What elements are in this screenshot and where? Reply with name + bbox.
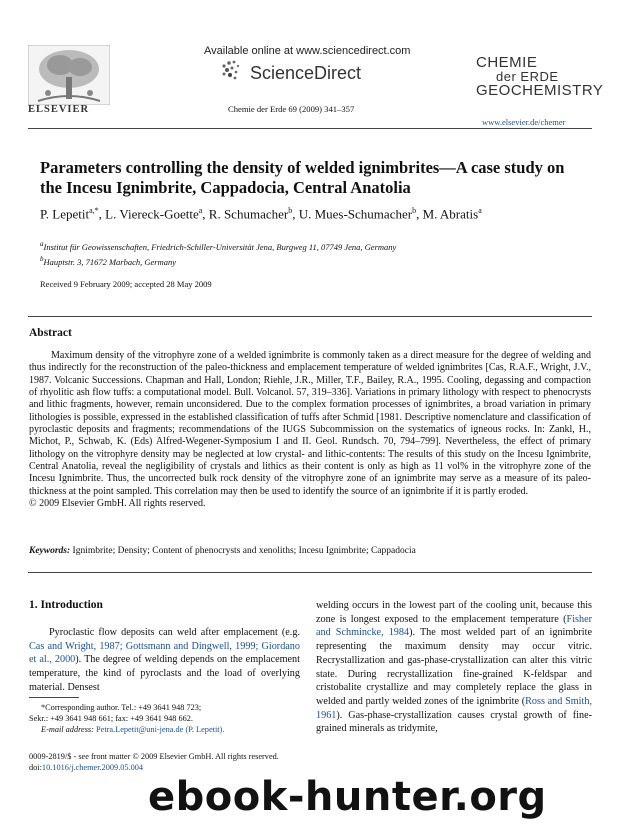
issn-line: 0009-2819/$ - see front matter © 2009 Elsevier GmbH. All rights reserved. bbox=[29, 752, 279, 761]
affiliation-mark: a bbox=[40, 240, 44, 248]
author-name: L. Viereck-Goette bbox=[105, 206, 199, 222]
keywords-line bbox=[29, 546, 591, 556]
affiliation-mark: b bbox=[40, 254, 44, 263]
affiliation-b bbox=[40, 253, 600, 268]
email-label: E-mail address: bbox=[41, 725, 94, 734]
available-online-text[interactable]: Available online at www.sciencedirect.com bbox=[204, 45, 411, 57]
abstract-heading: Abstract bbox=[29, 327, 72, 339]
journal-logo-line-2: der ERDE bbox=[496, 69, 559, 84]
author-sup: a,* bbox=[89, 206, 99, 215]
header-divider bbox=[28, 128, 592, 129]
affiliations bbox=[40, 238, 600, 268]
intro-text: ). Gas-phase-crystallization causes crystal growth of fine-grained minerals as tridymite, bbox=[316, 709, 592, 735]
journal-reference: Chemie der Erde 69 (2009) 341–357 bbox=[228, 104, 355, 114]
author-name: U. Mues-Schumacher bbox=[298, 206, 413, 222]
sciencedirect-brand: ScienceDirect bbox=[250, 63, 362, 83]
email-owner: (P. Lepetit). bbox=[185, 725, 225, 734]
author-name: P. Lepetit bbox=[40, 206, 90, 222]
abstract-body bbox=[29, 350, 591, 510]
author-list: P. Lepetit$^{a,*}$, L. Viereck-Goette$^a$, R. Schumacher$^b$, U. Mues-Schumacher$^b$, M. Abratis$^a$ bbox=[40, 206, 482, 222]
abstract-text: Maximum density of the vitrophyre zone of a welded ignimbrite is commonly taken as a direct measure for the degree of welding and thus indirectly for the reconstruction of the paleo-thickness and emplacement temperature of welded ignimbrites [Cas, R.A.F., Wright, J.V., 1987. Volcanic Successions. Chapman and Hall, London; Riehle, J.R., Miller, T.F., Bailey, R.A., 1995. Cooling, degassing and compaction of rhyolitic ash flow tuffs: a computational model. Bull. Volcanol. 57, 319–336]. Variations in primary lithology with respect to phenocrysts and lithic fragments, however, remain unconsidered. Due to the complex formation processes of ignimbrites, a broad variation in primary lithologies is possible, expressed in the established classification of tuffs after Schmid [1981. Descriptive nomenclature and classification of pyroclastic deposits and fragments; recommendations of the IUGS Subcommission on the systematics of igneous rocks. In: Zankl, H., Michot, P., Schwab, K. (Eds) Alfred-Wegener-Symposium I and II. Geol. Rundsch. 70, 794–799]. Nevertheless, the effect of primary lithology on the vitrophyre density may be neglected at low crystal- and lithic-contents: The results of this study on the Incesu Ignimbrite, Central Anatolia, reveal the negligibility of crystals and lithics as their content is only as high as 11 vol% in the vitrophyre zone of the Incesu Ignimbrite. Thus, the uncorrected bulk rock density of the vitrophyre zone of an ignimbrite may serve as a measure of its paleo-thickness at the point sampled. This correlation may then be used to identify the source of an ignimbrite if it is partly eroded. bbox=[29, 350, 591, 497]
intro-column-right bbox=[316, 599, 592, 736]
intro-text: Pyroclastic flow deposits can weld after emplacement (e.g. bbox=[49, 627, 300, 638]
doi-link[interactable]: 10.1016/j.chemer.2009.05.004 bbox=[41, 763, 144, 772]
affiliation-text: Institut für Geowissenschaften, Friedrich-Schiller-Universität Jena, Burgweg 11, 07749 Jena, Germany bbox=[43, 241, 397, 252]
author-sup: b bbox=[288, 206, 293, 215]
footnote-line-2: Sekr.: +49 3641 948 661; fax: +49 3641 948 662. bbox=[29, 714, 193, 723]
intro-column-left bbox=[29, 626, 300, 695]
author-sup: b bbox=[412, 206, 417, 215]
intro-text: welding occurs in the lowest part of the cooling unit, because this zone is longest exposed to the emplacement temperature ( bbox=[316, 600, 592, 625]
journal-logo-line-3: GEOCHEMISTRY bbox=[476, 82, 604, 99]
publisher-name: ELSEVIER bbox=[28, 104, 90, 115]
section-heading-introduction: 1. Introduction bbox=[29, 599, 103, 611]
author-sup: a bbox=[478, 206, 482, 215]
abstract-bottom-divider bbox=[28, 572, 592, 573]
journal-logo-line-1: CHEMIE bbox=[476, 54, 538, 71]
sciencedirect-dots-icon bbox=[220, 58, 244, 82]
doi-prefix: doi: bbox=[29, 763, 42, 772]
email-link[interactable]: Petra.Lepetit@uni-jena.de bbox=[96, 725, 184, 734]
watermark-text: ebook-hunter.org bbox=[148, 774, 547, 820]
keywords-text: Ignimbrite; Density; Content of phenocrysts and xenoliths; Incesu Ignimbrite; Cappadocia bbox=[72, 546, 416, 556]
keywords-label: Keywords: bbox=[29, 546, 71, 556]
abstract-top-divider bbox=[28, 316, 592, 317]
article-title: Parameters controlling the density of welded ignimbrites—A case study on the Incesu Ignimbrite, Cappadocia, Central Anatolia bbox=[40, 158, 565, 197]
affiliation-a bbox=[40, 238, 600, 253]
author-name: M. Abratis bbox=[422, 206, 479, 222]
received-dates: Received 9 February 2009; accepted 28 May 2009 bbox=[40, 279, 212, 289]
author-sup: a bbox=[198, 206, 203, 215]
footnote-rule bbox=[29, 697, 79, 698]
front-matter-info bbox=[29, 751, 329, 773]
footnote-line-1: *Corresponding author. Tel.: +49 3641 948 723; bbox=[41, 703, 202, 712]
citation-link[interactable]: Ross and Smith, 1961 bbox=[316, 695, 592, 721]
citation-link[interactable]: Fisher and Schmincke, 1984 bbox=[316, 613, 592, 639]
intro-text: ). The degree of welding depends on the emplacement temperature, the kind of pyroclasts and the load of overlying material. Densest bbox=[29, 654, 300, 693]
citation-link[interactable]: Cas and Wright, 1987; Gottsmann and Dingwell, 1999; Giordano et al., 2000 bbox=[29, 640, 300, 666]
corresponding-author-footnote bbox=[29, 702, 300, 735]
intro-text: ). The most welded part of an ignimbrite representing the maximum density may occur vitric. Recrystallization and gas-phase-crystallization can alter this vitric state. During recrystallization fine-grained K-feldspar and cristobalite crystallize and may completely replace the glass in welded and partly welded zones of the ignimbrite ( bbox=[316, 627, 592, 707]
affiliation-text: Hauptstr. 3, 71672 Marbach, Germany bbox=[43, 256, 176, 267]
abstract-copyright: © 2009 Elsevier GmbH. All rights reserved. bbox=[29, 498, 206, 510]
journal-logo bbox=[476, 54, 604, 99]
journal-url-link[interactable]: www.elsevier.de/chemer bbox=[482, 117, 566, 127]
elsevier-tree-logo bbox=[28, 45, 110, 105]
author-name: R. Schumacher bbox=[208, 206, 289, 222]
